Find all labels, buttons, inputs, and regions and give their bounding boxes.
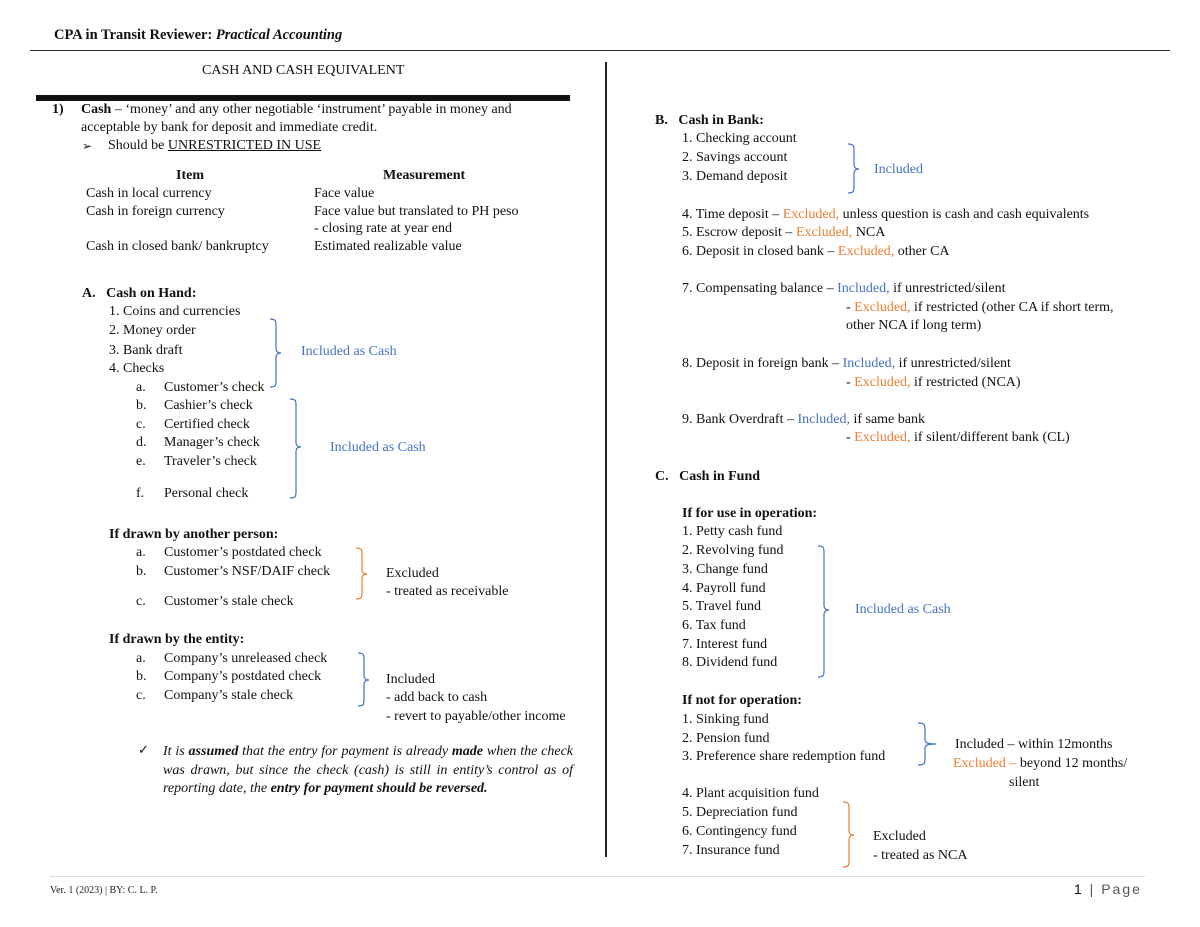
entity-letter: b. [136, 669, 147, 684]
table-cell-measure: Face value but translated to PH peso [314, 204, 519, 219]
excluded-tag: Excluded, [854, 430, 911, 445]
footer-author: BY: C. L. P. [107, 885, 158, 896]
table-header-item: Item [176, 168, 204, 183]
should-be-text: Should be [108, 138, 168, 153]
bracket-blue-6 [916, 722, 944, 766]
another-letter: c. [136, 594, 146, 609]
escrow-deposit-line [682, 224, 885, 242]
entity-letter: c. [136, 688, 146, 703]
cash-in-bank-heading: B. Cash in Bank: [655, 113, 764, 128]
another-letter: a. [136, 545, 146, 560]
fund-excluded-label: Excluded [873, 829, 926, 844]
row-text: if restricted (other CA if short term, [910, 300, 1114, 315]
another-letter: b. [136, 564, 147, 579]
silent-note: silent [1009, 775, 1040, 790]
fund-item: 2. Revolving fund [682, 543, 784, 558]
excluded-label: Excluded [386, 566, 439, 581]
compensating-balance-line-3: other NCA if long term) [846, 318, 982, 333]
table-row [314, 238, 462, 256]
page-number-value: 1 [1074, 881, 1084, 897]
page-separator: | [1083, 881, 1102, 897]
compensating-balance-line [682, 280, 1005, 298]
check-letter: c. [136, 417, 146, 432]
row-text: if restricted (NCA) [910, 375, 1021, 390]
cash-in-fund-heading: C. Cash in Fund [655, 469, 761, 484]
cash-on-hand-heading: A. Cash on Hand: [82, 286, 197, 301]
fund-item: 8. Dividend fund [682, 655, 778, 670]
header-rule [30, 50, 1170, 51]
list-item: 3. Bank draft [109, 343, 183, 358]
foreign-bank-line [682, 355, 1011, 373]
row-text: if unrestricted/silent [889, 281, 1006, 296]
included-as-cash-label-2: Included as Cash [330, 440, 426, 455]
table-row [314, 203, 519, 221]
table-row [314, 185, 374, 203]
should-be-line [108, 137, 321, 155]
row-text: 7. Compensating balance – [682, 281, 838, 296]
row-text: 6. Deposit in closed bank – [682, 244, 838, 259]
section-title: CASH AND CASH EQUIVALENT [202, 63, 405, 78]
included-tag: Included, [842, 356, 896, 371]
excluded-tag: Excluded, [854, 375, 911, 390]
entity-item: Company’s unreleased check [164, 651, 328, 666]
fund-item: 5. Travel fund [682, 599, 761, 614]
note-bold: made [451, 744, 484, 759]
row-text: - [846, 300, 855, 315]
bracket-blue-2 [288, 398, 308, 500]
check-letter: e. [136, 454, 146, 469]
footer-version: Ver. 1 (2023) [50, 885, 105, 896]
footer-credit [50, 882, 158, 900]
check-item: Cashier’s check [164, 398, 253, 413]
revert-note: - revert to payable/other income [386, 709, 566, 724]
bank-overdraft-line [682, 411, 925, 429]
within-12-months-note: Included – within 12months [955, 737, 1113, 752]
list-item: 3. Demand deposit [682, 169, 788, 184]
bracket-blue-1 [268, 318, 288, 388]
check-item: Certified check [164, 417, 250, 432]
excluded-tag: Excluded, [854, 300, 911, 315]
list-item: 4. Checks [109, 361, 165, 376]
check-item: Personal check [164, 486, 249, 501]
table-cell-measure: Estimated realizable value [314, 239, 462, 254]
excluded-tag: Excluded, [795, 225, 853, 240]
bank-included-label: Included [874, 162, 923, 177]
included-tag: Included, [797, 412, 850, 427]
item1-term: Cash [81, 102, 112, 117]
entity-heading: If drawn by the entity: [109, 632, 245, 647]
fund-item: 7. Insurance fund [682, 843, 780, 858]
row-text: NCA [852, 225, 886, 240]
fund-item: 4. Plant acquisition fund [682, 786, 819, 801]
unrestricted-text: UNRESTRICTED IN USE [167, 138, 322, 153]
header-subtitle: Practical Accounting [215, 27, 343, 43]
row-text: 4. Time deposit – [682, 207, 783, 222]
bracket-orange-2 [841, 801, 861, 869]
fund-item: 6. Contingency fund [682, 824, 797, 839]
fund-item: 6. Tax fund [682, 618, 746, 633]
operation-heading: If for use in operation: [682, 506, 818, 521]
check-letter: b. [136, 398, 147, 413]
add-back-note: - add back to cash [386, 690, 488, 705]
another-item: Customer’s postdated check [164, 545, 322, 560]
item1-definition: – ‘money’ and any other negotiable ‘instrument’ payable in money and [111, 102, 512, 117]
list-item: 2. Savings account [682, 150, 788, 165]
arrow-bullet-icon: ➢ [82, 139, 93, 153]
excluded-tag: Excluded, [782, 207, 840, 222]
note-text: It is [163, 744, 189, 759]
table-cell-item: Cash in foreign currency [86, 204, 225, 219]
bracket-orange-1 [354, 547, 374, 601]
list-item: 1. Checking account [682, 131, 797, 146]
check-item: Customer’s check [164, 380, 265, 395]
non-operation-heading: If not for operation: [682, 693, 802, 708]
note-bold: entry for payment should be reversed. [270, 781, 488, 796]
fund-item: 7. Interest fund [682, 637, 768, 652]
note-bold: assumed [188, 744, 239, 759]
compensating-balance-line-2 [846, 299, 1114, 317]
foreign-bank-line-2 [846, 374, 1021, 392]
entity-item: Company’s stale check [164, 688, 294, 703]
check-letter: d. [136, 435, 147, 450]
row-text: beyond 12 months/ [1019, 756, 1128, 771]
row-text: if silent/different bank (CL) [910, 430, 1070, 445]
excluded-tag: Excluded – [953, 756, 1020, 771]
bracket-blue-3 [356, 652, 376, 708]
table-cell-item: Cash in local currency [86, 186, 212, 201]
row-text: 8. Deposit in foreign bank – [682, 356, 843, 371]
table-row [86, 185, 212, 203]
page-header [54, 26, 342, 44]
row-text: 5. Escrow deposit – [682, 225, 796, 240]
entity-letter: a. [136, 651, 146, 666]
row-text: unless question is cash and cash equivalents [839, 207, 1090, 222]
table-cell-measure: - closing rate at year end [314, 221, 452, 236]
item1-line2: acceptable by bank for deposit and immediate credit. [81, 120, 378, 135]
row-text: - [846, 430, 855, 445]
assumption-note [163, 743, 573, 799]
excluded-tag: Excluded, [837, 244, 895, 259]
table-row [314, 220, 452, 238]
check-letter: f. [136, 486, 145, 501]
bank-overdraft-line-2 [846, 429, 1070, 447]
closed-bank-line [682, 243, 950, 261]
list-item: 1. Coins and currencies [109, 304, 241, 319]
bracket-blue-5 [816, 545, 836, 679]
footer-separator: | [105, 885, 108, 896]
row-text: 9. Bank Overdraft – [682, 412, 798, 427]
included-tag: Included, [837, 281, 890, 296]
footer-rule [50, 876, 1145, 877]
included-label: Included [386, 672, 435, 687]
bracket-blue-4 [846, 143, 866, 195]
beyond-12-months-note [953, 755, 1127, 773]
treated-nca-note: - treated as NCA [873, 848, 968, 863]
treated-receivable-note: - treated as receivable [386, 584, 509, 599]
row-text: other CA [894, 244, 950, 259]
row-text: if unrestricted/silent [895, 356, 1011, 371]
column-divider [605, 62, 607, 857]
fund-item: 1. Petty cash fund [682, 524, 783, 539]
check-item: Traveler’s check [164, 454, 257, 469]
fund-item: 3. Change fund [682, 562, 768, 577]
page-number [1074, 880, 1142, 898]
entity-item: Company’s postdated check [164, 669, 322, 684]
check-item: Manager’s check [164, 435, 260, 450]
table-header-measurement: Measurement [383, 168, 466, 183]
table-cell-item: Cash in closed bank/ bankruptcy [86, 239, 269, 254]
note-text: that the entry for payment is already [238, 744, 452, 759]
list-item: 2. Money order [109, 323, 196, 338]
another-person-heading: If drawn by another person: [109, 527, 279, 542]
row-text: if same bank [849, 412, 925, 427]
fund-item: 1. Sinking fund [682, 712, 769, 727]
fund-included-label: Included as Cash [855, 602, 951, 617]
table-row [86, 238, 269, 256]
check-letter: a. [136, 380, 146, 395]
header-title: CPA in Transit Reviewer: [54, 27, 216, 43]
check-mark-icon: ✓ [138, 743, 149, 758]
another-item: Customer’s NSF/DAIF check [164, 564, 331, 579]
table-row [86, 203, 225, 221]
time-deposit-line [682, 206, 1089, 224]
another-item: Customer’s stale check [164, 594, 294, 609]
fund-item: 5. Depreciation fund [682, 805, 798, 820]
note-text: when the check was drawn, but since the check (cash) is still in entity’s control as of reporting date, the [163, 744, 574, 796]
table-cell-measure: Face value [314, 186, 375, 201]
row-text: - [846, 375, 855, 390]
fund-item: 2. Pension fund [682, 731, 770, 746]
fund-item: 4. Payroll fund [682, 581, 766, 596]
page-word: Page [1101, 881, 1142, 897]
item1-line1 [81, 101, 512, 119]
item1-number: 1) [52, 102, 64, 117]
included-as-cash-label: Included as Cash [301, 344, 397, 359]
fund-item: 3. Preference share redemption fund [682, 749, 886, 764]
